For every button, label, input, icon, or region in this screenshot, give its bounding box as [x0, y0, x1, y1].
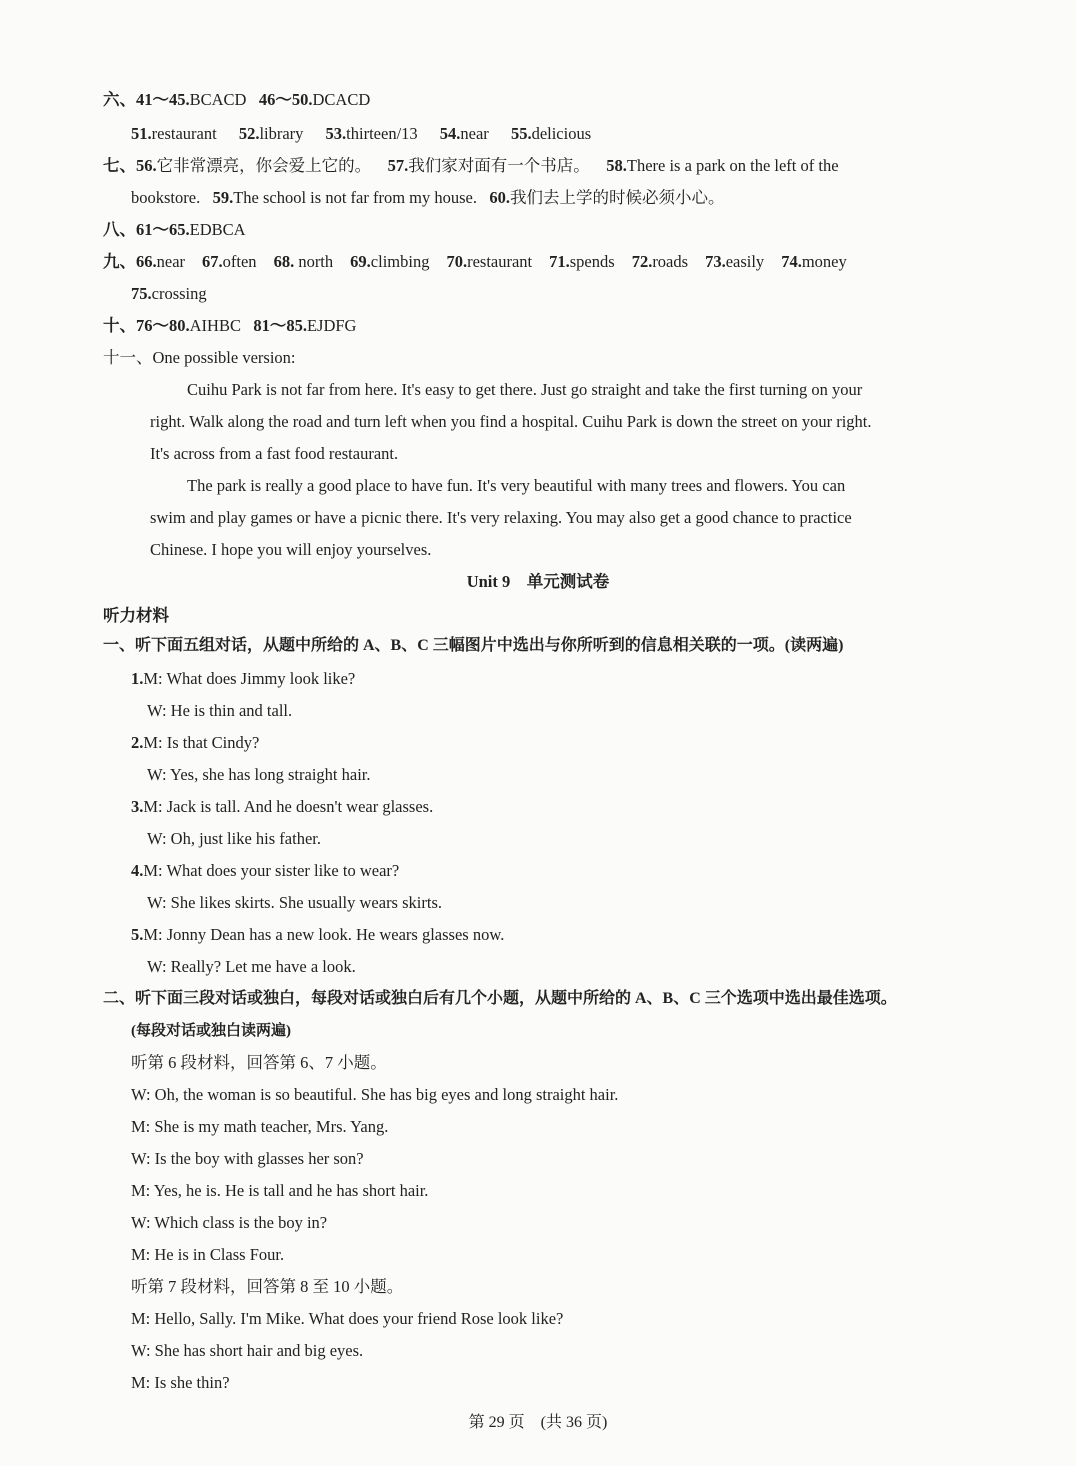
dialog-line: M: Is she thin?: [131, 1373, 230, 1392]
answer-line-61-65: 八、61～65.EDBCA: [103, 220, 246, 239]
dialog-5-m: 5.M: Jonny Dean has a new look. He wears glasses now.: [131, 925, 505, 944]
essay-heading: 十一、One possible version:: [103, 348, 296, 367]
dialog-4-w: W: She likes skirts. She usually wears skirts.: [147, 893, 442, 912]
dialog-5-w: W: Really? Let me have a look.: [147, 957, 356, 976]
essay-p1-line1: Cuihu Park is not far from here. It's easy to get there. Just go straight and take the first turning on your: [187, 380, 863, 399]
answer-line-41-50: 六、41～45.BCACD 46～50.DCACD: [103, 90, 371, 109]
dialog-2-m: 2.M: Is that Cindy?: [131, 733, 260, 752]
blank-answer: 51.restaurant: [131, 124, 217, 143]
blank-answer: 53.thirteen/13: [325, 124, 418, 143]
dialog-line: M: She is my math teacher, Mrs. Yang.: [131, 1117, 389, 1136]
dialog-3-m: 3.M: Jack is tall. And he doesn't wear glasses.: [131, 797, 434, 816]
dialog-1-w: W: He is thin and tall.: [147, 701, 293, 720]
dialog-line: M: Hello, Sally. I'm Mike. What does your friend Rose look like?: [131, 1309, 564, 1328]
material-6-title: 听第 6 段材料，回答第 6、7 小题。: [131, 1053, 387, 1072]
blank-answer: 54.near: [439, 124, 489, 143]
dialog-2-w: W: Yes, she has long straight hair.: [147, 765, 371, 784]
essay-p2-line1: The park is really a good place to have fun. It's very beautiful with many trees and flowers. You can: [187, 476, 846, 495]
q-number: 六、41～45.: [103, 90, 190, 109]
q-number: 46～50.: [258, 90, 313, 109]
dialog-line: W: Is the boy with glasses her son?: [131, 1149, 364, 1168]
essay-p2-line2: swim and play games or have a picnic there. It's very relaxing. You may also get a good chance to practice: [150, 508, 852, 527]
blank-answer: 52.library: [238, 124, 304, 143]
essay-p1-line2: right. Walk along the road and turn left when you find a hospital. Cuihu Park is down the street on your right.: [150, 412, 872, 431]
answer-line-58-60: bookstore. 59.The school is not far from my house. 60.我们去上学的时候必须小心。: [131, 188, 725, 207]
dialog-line: W: Which class is the boy in?: [131, 1213, 328, 1232]
dialog-line: M: He is in Class Four.: [131, 1245, 285, 1264]
essay-p2-line3: Chinese. I hope you will enjoy yourselves.: [150, 540, 432, 559]
dialog-4-m: 4.M: What does your sister like to wear?: [131, 861, 400, 880]
dialog-3-w: W: Oh, just like his father.: [147, 829, 321, 848]
dialog-line: M: Yes, he is. He is tall and he has short hair.: [131, 1181, 429, 1200]
unit-title: Unit 9 单元测试卷: [466, 572, 610, 591]
listening-label: 听力材料: [103, 606, 169, 625]
part2-instructions: 二、听下面三段对话或独白，每段对话或独白后有几个小题，从题中所给的 A、B、C 三个选项中选出最佳选项。: [103, 990, 897, 1007]
answer-line-75: 75.crossing: [131, 284, 207, 303]
blank-answer: 55.delicious: [510, 124, 592, 143]
answer-line-66-74: 九、66.near 67.often 68. north 69.climbing 70.restaurant 71.spends 72.roads 73.easily 74.money: [103, 252, 847, 271]
material-7-title: 听第 7 段材料，回答第 8 至 10 小题。: [131, 1277, 404, 1296]
part1-instructions: 一、听下面五组对话，从题中所给的 A、B、C 三幅图片中选出与你所听到的信息相关联的一项。(读两遍): [103, 637, 844, 654]
answer-line-56-58: 七、56.它非常漂亮，你会爱上它的。 57.我们家对面有一个书店。 58.There is a park on the left of the: [103, 156, 839, 175]
essay-p1-line3: It's across from a fast food restaurant.: [150, 444, 399, 463]
part2-note: (每段对话或独白读两遍): [131, 1023, 291, 1039]
dialog-1-m: 1.M: What does Jimmy look like?: [131, 669, 356, 688]
answer-line-51-55: [131, 124, 609, 144]
dialog-line: W: Oh, the woman is so beautiful. She has big eyes and long straight hair.: [131, 1085, 619, 1104]
page-footer: 第 29 页 (共 36 页): [468, 1414, 608, 1431]
dialog-line: W: She has short hair and big eyes.: [131, 1341, 364, 1360]
answer-line-76-85: 十、76～80.AIHBC 81～85.EJDFG: [103, 316, 357, 335]
